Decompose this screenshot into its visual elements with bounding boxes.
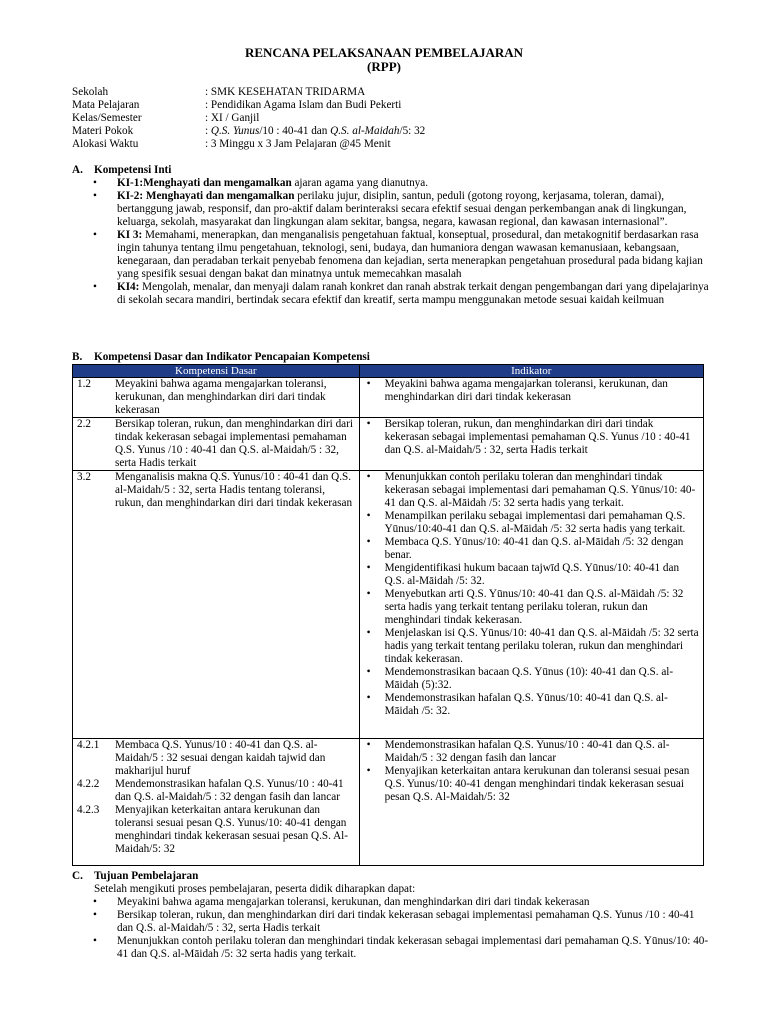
list-item: • Menampilkan perilaku sebagai implementasi dari pemahaman Q.S. Yūnus/10:40-41 dan Q.S. al-Māidah /5: 32 serta hadis yang terkait. bbox=[366, 510, 686, 535]
column-header-kompetensi-dasar: Kompetensi Dasar bbox=[73, 365, 360, 378]
tujuan-list bbox=[93, 896, 712, 961]
section-c-heading: C. Tujuan Pembelajaran bbox=[72, 870, 199, 882]
indikator-cell bbox=[359, 471, 703, 739]
table-row bbox=[73, 418, 704, 471]
info-block bbox=[72, 86, 425, 151]
info-row-mata-pelajaran bbox=[72, 99, 425, 112]
list-item: • Membaca Q.S. Yūnus/10: 40-41 dan Q.S. al-Māidah /5: 32 dengan benar. bbox=[366, 536, 684, 561]
info-row-sekolah bbox=[72, 86, 425, 99]
info-value: : 3 Minggu x 3 Jam Pelajaran @45 Menit bbox=[205, 138, 391, 150]
info-value: : Q.S. Yunus/10 : 40-41 dan Q.S. al-Maidah/5: 32 bbox=[205, 125, 426, 137]
list-item: • Menjelaskan isi Q.S. Yūnus/10: 40-41 dan Q.S. al-Māidah /5: 32 serta hadis yang terkait tentang perilaku toleran, rukun dan menghindari tindak kekerasan. bbox=[366, 627, 699, 665]
document-title: RENCANA PELAKSANAAN PEMBELAJARAN bbox=[244, 45, 524, 60]
section-b-heading: B. Kompetensi Dasar dan Indikator Pencapaian Kompetensi bbox=[72, 351, 370, 363]
list-item: • Mendemonstrasikan hafalan Q.S. Yunus/10 : 40-41 dan Q.S. al-Maidah/5 : 32 dengan fasih dan lancar bbox=[366, 739, 670, 764]
list-item: • Meyakini bahwa agama mengajarkan toleransi, kerukunan, dan menghindarkan diri dari tindak kekerasan bbox=[366, 378, 668, 403]
info-row-materi-pokok bbox=[72, 125, 425, 138]
list-item: • Menunjukkan contoh perilaku toleran dan menghindari tindak kekerasan sebagai implementasi dari pemahaman Q.S. Yūnus/10: 40-41 dan Q.S. al-Māidah /5: 32 serta hadis yang terkait. bbox=[93, 935, 709, 960]
info-key: Materi Pokok bbox=[72, 125, 134, 137]
table-row bbox=[73, 739, 704, 866]
info-key: Mata Pelajaran bbox=[72, 99, 140, 111]
kd-cell: 1.2 Meyakini bahwa agama mengajarkan toleransi, kerukunan, dan menghindarkan diri dari tindak kekerasan bbox=[73, 378, 360, 418]
list-item: • Bersikap toleran, rukun, dan menghindarkan diri dari tindak kekerasan sebagai implementasi pemahaman Q.S. Yunus /10 : 40-41 dan Q.S. al-Maidah/5 : 32, serta Hadis terkait bbox=[93, 909, 695, 934]
info-key: Kelas/Semester bbox=[72, 112, 142, 124]
info-value: : XI / Ganjil bbox=[205, 112, 260, 124]
list-item: • Menunjukkan contoh perilaku toleran dan menghindari tindak kekerasan sebagai implementasi dari pemahaman Q.S. Yūnus/10: 40-41 dan Q.S. al-Māidah /5: 32 serta hadis yang terkait. bbox=[366, 471, 696, 509]
kd-cell: 3.2 Menganalisis makna Q.S. Yunus/10 : 40-41 dan Q.S. al-Maidah/5 : 32, serta Hadis tentang toleransi, rukun, dan menghindarkan diri dari tindak kekerasan bbox=[73, 471, 360, 739]
section-a-heading: A. Kompetensi Inti bbox=[72, 164, 172, 176]
document-subtitle: (RPP) bbox=[367, 59, 401, 74]
kd-indikator-table bbox=[72, 364, 704, 866]
kompetensi-inti-list bbox=[93, 177, 717, 307]
list-item: • KI4: Mengolah, menalar, dan menyaji dalam ranah konkret dan ranah abstrak terkait dengan pengembangan dari yang dipelajarinya di sekolah secara mandiri, bertindak secara efektif dan kreatif, serta mampu menggunakan metode sesuai kaidah keilmuan bbox=[93, 281, 709, 306]
list-item: • Meyakini bahwa agama mengajarkan toleransi, kerukunan, dan menghindarkan diri dari tindak kekerasan bbox=[93, 896, 590, 908]
info-row-kelas-semester bbox=[72, 112, 425, 125]
info-key: Sekolah bbox=[72, 86, 109, 98]
column-header-indikator: Indikator bbox=[359, 365, 703, 378]
list-item: • Mendemonstrasikan hafalan Q.S. Yūnus/10: 40-41 dan Q.S. al-Māidah /5: 32. bbox=[366, 692, 668, 717]
list-item: • Mengidentifikasi hukum bacaan tajwīd Q.S. Yūnus/10: 40-41 dan Q.S. al-Māidah /5: 32. bbox=[366, 562, 680, 587]
kd-cell: 2.2 Bersikap toleran, rukun, dan menghindarkan diri dari tindak kekerasan sebagai implementasi pemahaman Q.S. Yunus /10 : 40-41 dan Q.S. al-Maidah/5 : 32, serta Hadis terkait bbox=[73, 418, 360, 471]
table-header-row bbox=[73, 365, 704, 378]
list-item: • Mendemonstrasikan bacaan Q.S. Yūnus (10): 40-41 dan Q.S. al-Māidah (5):32. bbox=[366, 666, 674, 691]
indikator-cell bbox=[359, 418, 703, 471]
indikator-cell bbox=[359, 739, 703, 866]
info-value: : Pendidikan Agama Islam dan Budi Pekerti bbox=[205, 99, 402, 111]
list-item: • KI-2: Menghayati dan mengamalkan perilaku jujur, disiplin, santun, peduli (gotong royong, kerjasama, toleran, damai), bertanggung jawab, responsif, dan pro-aktif dalam berinteraksi secara efektif sesuai dengan perkembangan anak di lingkungan, keluarga, sekolah, masyarakat dan lingkungan alam sekitar, bangsa, negara, kawasan regional, dan kawasan internasional”. bbox=[93, 190, 687, 228]
indikator-cell bbox=[359, 378, 703, 418]
list-item: • Menyebutkan arti Q.S. Yūnus/10: 40-41 dan Q.S. al-Māidah /5: 32 serta hadis yang terkait tentang perilaku toleran, rukun dan menghindari tindak kekerasan. bbox=[366, 588, 684, 626]
table-row bbox=[73, 471, 704, 739]
list-item: • Menyajikan keterkaitan antara kerukunan dan toleransi sesuai pesan Q.S. Yunus/10: 40-41 dengan menghindari tindak kekerasan sesuai pesan Q.S. Al-Maidah/5: 32 bbox=[366, 765, 690, 803]
list-item: • Bersikap toleran, rukun, dan menghindarkan diri dari tindak kekerasan sebagai implementasi pemahaman Q.S. Yunus /10 : 40-41 dan Q.S. al-Maidah/5 : 32, serta Hadis terkait bbox=[366, 418, 691, 456]
list-item: • KI 3: Memahami, menerapkan, dan menganalisis pengetahuan faktual, konseptual, prosedural, dan metakognitif berdasarkan rasa ingin tahunya tentang ilmu pengetahuan, teknologi, seni, budaya, dan humaniora dengan wawasan kemanusiaan, kebangsaan, kenegaraan, dan peradaban terkait penyebab fenomena dan kejadian, serta menerapkan pengetahuan prosedural pada bidang kajian yang spesifik sesuai dengan bakat dan minatnya untuk memecahkan masalah bbox=[93, 229, 703, 280]
section-c-intro: Setelah mengikuti proses pembelajaran, peserta didik diharapkan dapat: bbox=[94, 883, 416, 895]
info-row-alokasi-waktu bbox=[72, 138, 425, 151]
list-item: • KI-1:Menghayati dan mengamalkan ajaran agama yang dianutnya. bbox=[93, 177, 429, 189]
info-key: Alokasi Waktu bbox=[72, 138, 139, 150]
table-row bbox=[73, 378, 704, 418]
kd-cell: 4.2.1 Membaca Q.S. Yunus/10 : 40-41 dan Q.S. al-Maidah/5 : 32 sesuai dengan kaidah tajwid dan makharijul huruf 4.2.2 Mendemonstrasikan hafalan Q.S. Yunus/10 : 40-41 dan Q.S. al-Maidah/5 : 32 dengan fasih dan lancar 4.2.3 Menyajikan keterkaitan antara kerukunan dan toleransi sesuai pesan Q.S. Yunus/10: 40-41 dengan menghindari tindak kekerasan sesuai pesan Q.S. Al-Maidah/5: 32 bbox=[73, 739, 360, 866]
info-value: : SMK KESEHATAN TRIDARMA bbox=[205, 86, 366, 98]
